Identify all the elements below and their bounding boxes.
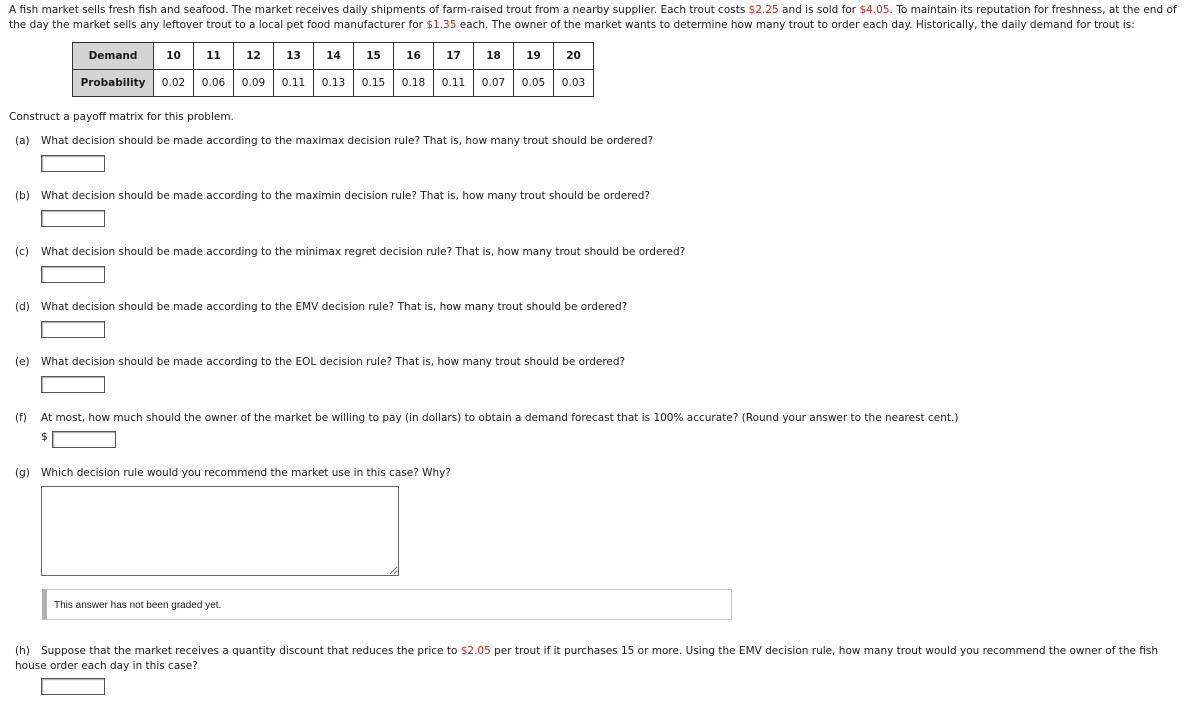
demand-cell: 12: [234, 43, 274, 70]
answer-a-input[interactable]: [41, 155, 105, 172]
question-b: [15, 190, 650, 202]
answer-b-input[interactable]: [41, 210, 105, 227]
question-f: [15, 412, 958, 424]
probability-cell: 0.09: [234, 70, 274, 97]
answer-d-input[interactable]: [41, 321, 105, 338]
question-g-text: Which decision rule would you recommend the market use in this case? Why?: [41, 467, 451, 479]
demand-cell: 14: [314, 43, 354, 70]
demand-cell: 19: [514, 43, 554, 70]
answer-e-input[interactable]: [41, 376, 105, 393]
question-d-label: (d): [15, 301, 30, 313]
answer-g-textarea[interactable]: [41, 486, 399, 576]
demand-probability-table: [72, 42, 594, 97]
probability-header: Probability: [73, 70, 154, 97]
question-a-text: What decision should be made according to the maximax decision rule? That is, how many trout should be ordered?: [41, 135, 654, 147]
trout-cost: $2.25: [748, 4, 779, 16]
probability-cell: 0.18: [394, 70, 434, 97]
demand-cell: 16: [394, 43, 434, 70]
question-b-label: (b): [15, 190, 30, 202]
question-g: [15, 467, 451, 479]
graded-status-note: This answer has not been graded yet.: [42, 589, 732, 620]
probability-cell: 0.05: [514, 70, 554, 97]
currency-symbol: $: [41, 431, 48, 443]
demand-cell: 17: [434, 43, 474, 70]
question-a: [15, 135, 653, 147]
question-c-text: What decision should be made according to the minimax regret decision rule? That is, how many trout should be ordered?: [41, 246, 686, 258]
question-d-text: What decision should be made according to the EMV decision rule? That is, how many trout should be ordered?: [41, 301, 628, 313]
question-c: [15, 246, 685, 258]
probability-cell: 0.11: [274, 70, 314, 97]
demand-cell: 13: [274, 43, 314, 70]
question-f-label: (f): [15, 412, 27, 424]
question-h-label: (h): [15, 645, 30, 657]
demand-cell: 10: [154, 43, 194, 70]
demand-cell: 18: [474, 43, 514, 70]
answer-c-input[interactable]: [41, 266, 105, 283]
probability-cell: 0.06: [194, 70, 234, 97]
probability-cell: 0.02: [154, 70, 194, 97]
question-a-label: (a): [15, 135, 30, 147]
probability-cell: 0.13: [314, 70, 354, 97]
probability-cell: 0.03: [554, 70, 594, 97]
demand-cell: 11: [194, 43, 234, 70]
question-h: (h) Suppose that the market receives a quantity discount that reduces the price to $2.05 per trout if it purchases 15 or more. Using the EMV decision rule, how many trout would you recommend the owner of the fish house order each day in this case?: [15, 645, 1159, 672]
trout-price: $4.05: [859, 4, 890, 16]
probability-cell: 0.07: [474, 70, 514, 97]
demand-cell: 15: [354, 43, 394, 70]
question-d: [15, 301, 627, 313]
question-e-label: (e): [15, 356, 30, 368]
salvage-price: $1.35: [426, 19, 457, 31]
discount-price: $2.05: [460, 645, 491, 657]
probability-row: [73, 70, 594, 97]
question-e-text: What decision should be made according to the EOL decision rule? That is, how many trout should be ordered?: [41, 356, 626, 368]
question-e: [15, 356, 625, 368]
demand-row: [73, 43, 594, 70]
demand-cell: 20: [554, 43, 594, 70]
instruction-text: Construct a payoff matrix for this problem.: [9, 111, 234, 123]
question-b-text: What decision should be made according to the maximin decision rule? That is, how many trout should be ordered?: [41, 190, 650, 202]
question-c-label: (c): [15, 246, 29, 258]
question-f-text: At most, how much should the owner of the market be willing to pay (in dollars) to obtain a demand forecast that is 100% accurate? (Round your answer to the nearest cent.): [41, 412, 959, 424]
question-g-label: (g): [15, 467, 30, 479]
probability-cell: 0.15: [354, 70, 394, 97]
problem-statement: A fish market sells fresh fish and seafood. The market receives daily shipments of farm-raised trout from a nearby supplier. Each trout costs $2.25 and is sold for $4.05. To maintain its reputation for freshness, at the end of the day the market sells any leftover trout to a local pet food manufacturer for $1.35 each. The owner of the market wants to determine how many trout to order each day. Historically, the daily demand for trout is:: [9, 4, 1177, 31]
answer-f-input[interactable]: [52, 431, 116, 448]
probability-cell: 0.11: [434, 70, 474, 97]
demand-header: Demand: [73, 43, 154, 70]
answer-h-input[interactable]: [41, 678, 105, 695]
